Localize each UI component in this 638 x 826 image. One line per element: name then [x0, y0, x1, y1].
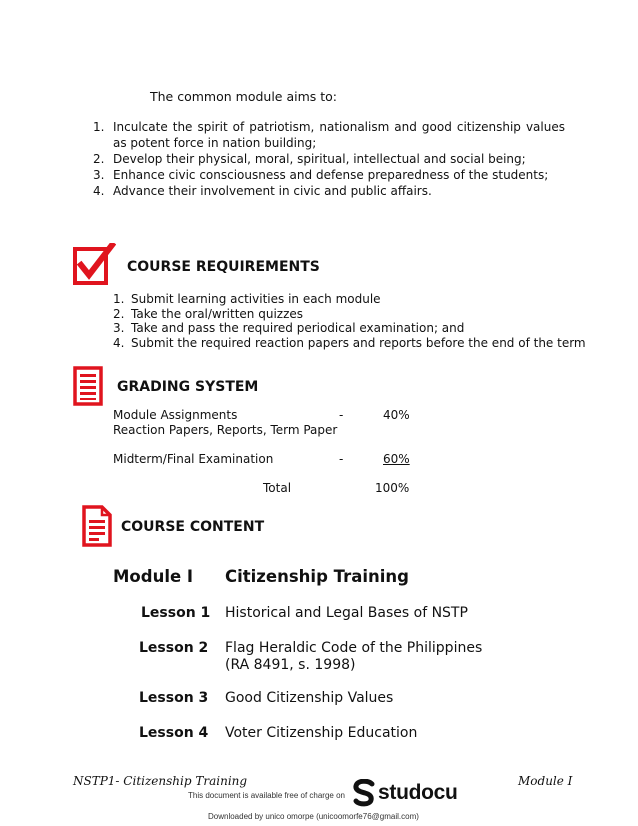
document-icon — [82, 505, 112, 547]
content-title: COURSE CONTENT — [121, 519, 265, 535]
module-title: Citizenship Training — [225, 567, 409, 586]
studocu-brand[interactable]: studocu — [378, 781, 458, 804]
lesson-title: Historical and Legal Bases of NSTP — [225, 605, 468, 621]
list-item: 1. Inculcate the spirit of patriotism, nationalism and good citizenship values as potent force in nation building; — [93, 120, 565, 150]
grade-label: Reaction Papers, Reports, Term Paper — [113, 423, 338, 437]
total-label: Total — [263, 481, 292, 495]
list-item: 2. Develop their physical, moral, spiritual, intellectual and social being; — [93, 152, 526, 166]
list-item: 1. Submit learning activities in each module — [113, 292, 381, 306]
grade-label: Midterm/Final Examination — [113, 452, 274, 466]
lesson-title: Good Citizenship Values — [225, 690, 394, 706]
grade-value: 40% — [383, 408, 410, 422]
lesson-label: Lesson 4 — [139, 725, 209, 741]
lesson-title-line2: (RA 8491, s. 1998) — [225, 657, 356, 673]
free-notice: This document is available free of charge on — [188, 791, 345, 800]
list-item: 3. Take and pass the required periodical examination; and — [113, 321, 465, 335]
lesson-title: Flag Heraldic Code of the Philippines — [225, 640, 483, 656]
checkbox-icon — [72, 243, 116, 287]
requirements-title: COURSE REQUIREMENTS — [127, 259, 320, 275]
list-item: 4. Submit the required reaction papers and reports before the end of the term — [113, 335, 586, 350]
total-value: 100% — [375, 481, 410, 495]
lesson-title: Voter Citizenship Education — [225, 725, 418, 741]
grading-title: GRADING SYSTEM — [117, 379, 259, 395]
list-document-icon — [73, 366, 103, 406]
module-label: Module I — [113, 567, 194, 586]
lesson-label: Lesson 2 — [139, 640, 209, 656]
grade-value: 60% — [383, 452, 410, 466]
list-item: 4. Advance their involvement in civic and public affairs. — [93, 184, 432, 198]
list-item: 2. Take the oral/written quizzes — [113, 306, 304, 321]
footer-left: NSTP1- Citizenship Training — [73, 774, 248, 788]
intro-text: The common module aims to: — [150, 89, 338, 104]
download-notice: Downloaded by unico omorpe (unicoomorfe76@gmail.com) — [208, 812, 419, 821]
grade-dash: - — [339, 452, 344, 466]
grade-dash: - — [339, 408, 344, 422]
list-item: 3. Enhance civic consciousness and defense preparedness of the students; — [93, 168, 549, 182]
studocu-logo-icon[interactable] — [353, 779, 375, 807]
requirements-list — [113, 292, 586, 350]
footer-right: Module I — [518, 774, 573, 788]
grade-label: Module Assignments — [113, 408, 238, 422]
lesson-label: Lesson 3 — [139, 690, 209, 706]
lesson-label: Lesson 1 — [141, 605, 211, 621]
aims-list — [93, 119, 565, 199]
